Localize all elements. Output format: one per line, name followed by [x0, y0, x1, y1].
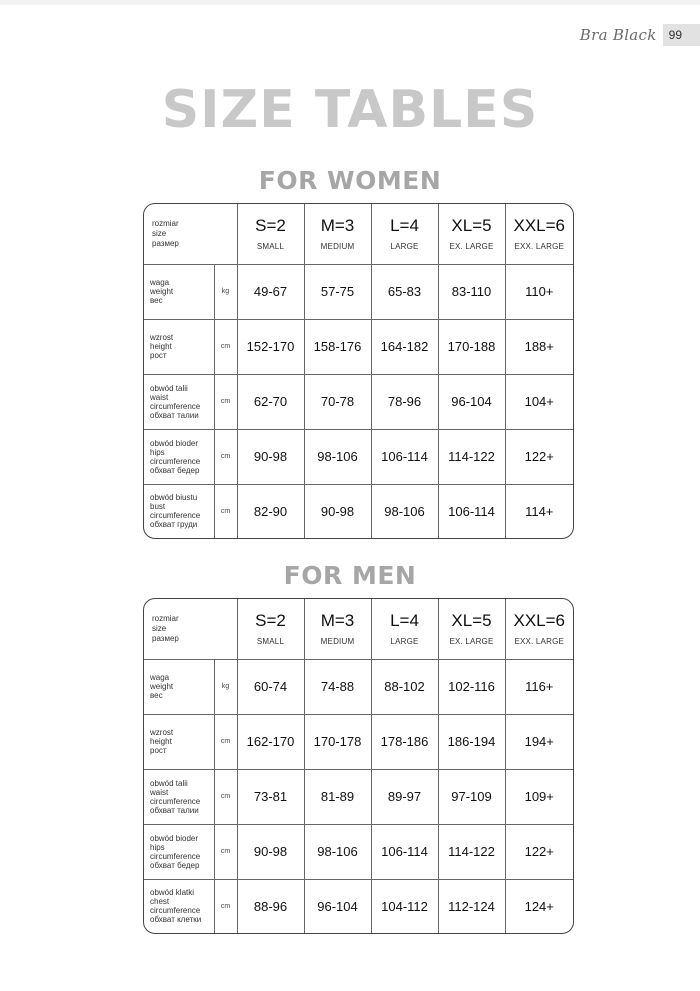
- size-header: L=4 LARGE: [371, 599, 438, 659]
- unit-cell: cm: [214, 824, 237, 879]
- size-header: XXL=6 EXX. LARGE: [505, 204, 573, 264]
- table-row-weight: [144, 659, 573, 714]
- value-cell: 164-182: [371, 319, 438, 374]
- unit-cell: cm: [214, 769, 237, 824]
- row-label: wzrost height рост: [144, 714, 214, 769]
- value-cell: 106-114: [371, 429, 438, 484]
- value-cell: 65-83: [371, 264, 438, 319]
- value-cell: 152-170: [237, 319, 304, 374]
- value-cell: 62-70: [237, 374, 304, 429]
- value-cell: 104+: [505, 374, 573, 429]
- value-cell: 90-98: [237, 824, 304, 879]
- unit-cell: cm: [214, 429, 237, 484]
- value-cell: 88-96: [237, 879, 304, 933]
- table-row-hips: [144, 429, 573, 484]
- table-row-waist: [144, 769, 573, 824]
- value-cell: 109+: [505, 769, 573, 824]
- header-label: rozmiar size размер: [144, 204, 237, 264]
- value-cell: 158-176: [304, 319, 371, 374]
- value-cell: 104-112: [371, 879, 438, 933]
- size-header: M=3 MEDIUM: [304, 204, 371, 264]
- value-cell: 90-98: [304, 484, 371, 538]
- page-number: 99: [663, 24, 700, 46]
- value-cell: 162-170: [237, 714, 304, 769]
- page-header: [580, 24, 700, 46]
- value-cell: 122+: [505, 824, 573, 879]
- value-cell: 114-122: [438, 824, 505, 879]
- top-bar: [0, 0, 700, 5]
- row-label: wzrost height рост: [144, 319, 214, 374]
- value-cell: 70-78: [304, 374, 371, 429]
- value-cell: 170-188: [438, 319, 505, 374]
- value-cell: 106-114: [438, 484, 505, 538]
- page-title: SIZE TABLES: [161, 80, 539, 140]
- value-cell: 97-109: [438, 769, 505, 824]
- row-label: obwód bioder hips circumference обхват бедер: [144, 429, 214, 484]
- value-cell: 96-104: [304, 879, 371, 933]
- table-header-row: [144, 599, 573, 659]
- value-cell: 98-106: [304, 429, 371, 484]
- row-label: waga weight вес: [144, 264, 214, 319]
- row-label: obwód biustu bust circumference обхват груди: [144, 484, 214, 538]
- unit-cell: cm: [214, 319, 237, 374]
- value-cell: 49-67: [237, 264, 304, 319]
- size-header: XL=5 EX. LARGE: [438, 204, 505, 264]
- unit-cell: cm: [214, 879, 237, 933]
- value-cell: 57-75: [304, 264, 371, 319]
- value-cell: 73-81: [237, 769, 304, 824]
- table-row-height: [144, 714, 573, 769]
- value-cell: 186-194: [438, 714, 505, 769]
- value-cell: 98-106: [304, 824, 371, 879]
- men-size-table: [143, 598, 574, 934]
- row-label: obwód talii waist circumference обхват талии: [144, 769, 214, 824]
- value-cell: 110+: [505, 264, 573, 319]
- women-section-title: FOR WOMEN: [258, 166, 442, 195]
- value-cell: 122+: [505, 429, 573, 484]
- table-row-bust: [144, 484, 573, 538]
- value-cell: 124+: [505, 879, 573, 933]
- header-label: rozmiar size размер: [144, 599, 237, 659]
- unit-cell: cm: [214, 484, 237, 538]
- value-cell: 90-98: [237, 429, 304, 484]
- table-row-weight: [144, 264, 573, 319]
- value-cell: 98-106: [371, 484, 438, 538]
- value-cell: 170-178: [304, 714, 371, 769]
- value-cell: 60-74: [237, 659, 304, 714]
- table-row-height: [144, 319, 573, 374]
- value-cell: 106-114: [371, 824, 438, 879]
- table-row-waist: [144, 374, 573, 429]
- row-label: obwód klatki chest circumference обхват клетки: [144, 879, 214, 933]
- table-row-hips: [144, 824, 573, 879]
- value-cell: 112-124: [438, 879, 505, 933]
- size-header: M=3 MEDIUM: [304, 599, 371, 659]
- value-cell: 89-97: [371, 769, 438, 824]
- value-cell: 114+: [505, 484, 573, 538]
- table-header-row: [144, 204, 573, 264]
- value-cell: 114-122: [438, 429, 505, 484]
- brand-logo: Bra Black: [579, 26, 657, 44]
- value-cell: 83-110: [438, 264, 505, 319]
- value-cell: 178-186: [371, 714, 438, 769]
- row-label: obwód talii waist circumference обхват талии: [144, 374, 214, 429]
- value-cell: 78-96: [371, 374, 438, 429]
- unit-cell: cm: [214, 374, 237, 429]
- table-row-chest: [144, 879, 573, 933]
- value-cell: 116+: [505, 659, 573, 714]
- unit-cell: kg: [214, 264, 237, 319]
- size-header: S=2 SMALL: [237, 599, 304, 659]
- size-header: L=4 LARGE: [371, 204, 438, 264]
- size-header: S=2 SMALL: [237, 204, 304, 264]
- size-header: XL=5 EX. LARGE: [438, 599, 505, 659]
- value-cell: 81-89: [304, 769, 371, 824]
- value-cell: 194+: [505, 714, 573, 769]
- value-cell: 188+: [505, 319, 573, 374]
- value-cell: 88-102: [371, 659, 438, 714]
- unit-cell: cm: [214, 714, 237, 769]
- value-cell: 74-88: [304, 659, 371, 714]
- row-label: obwód bioder hips circumference обхват бедер: [144, 824, 214, 879]
- row-label: waga weight вес: [144, 659, 214, 714]
- men-section-title: FOR MEN: [283, 561, 417, 590]
- value-cell: 96-104: [438, 374, 505, 429]
- unit-cell: kg: [214, 659, 237, 714]
- women-size-table: [143, 203, 574, 539]
- value-cell: 82-90: [237, 484, 304, 538]
- size-header: XXL=6 EXX. LARGE: [505, 599, 573, 659]
- value-cell: 102-116: [438, 659, 505, 714]
